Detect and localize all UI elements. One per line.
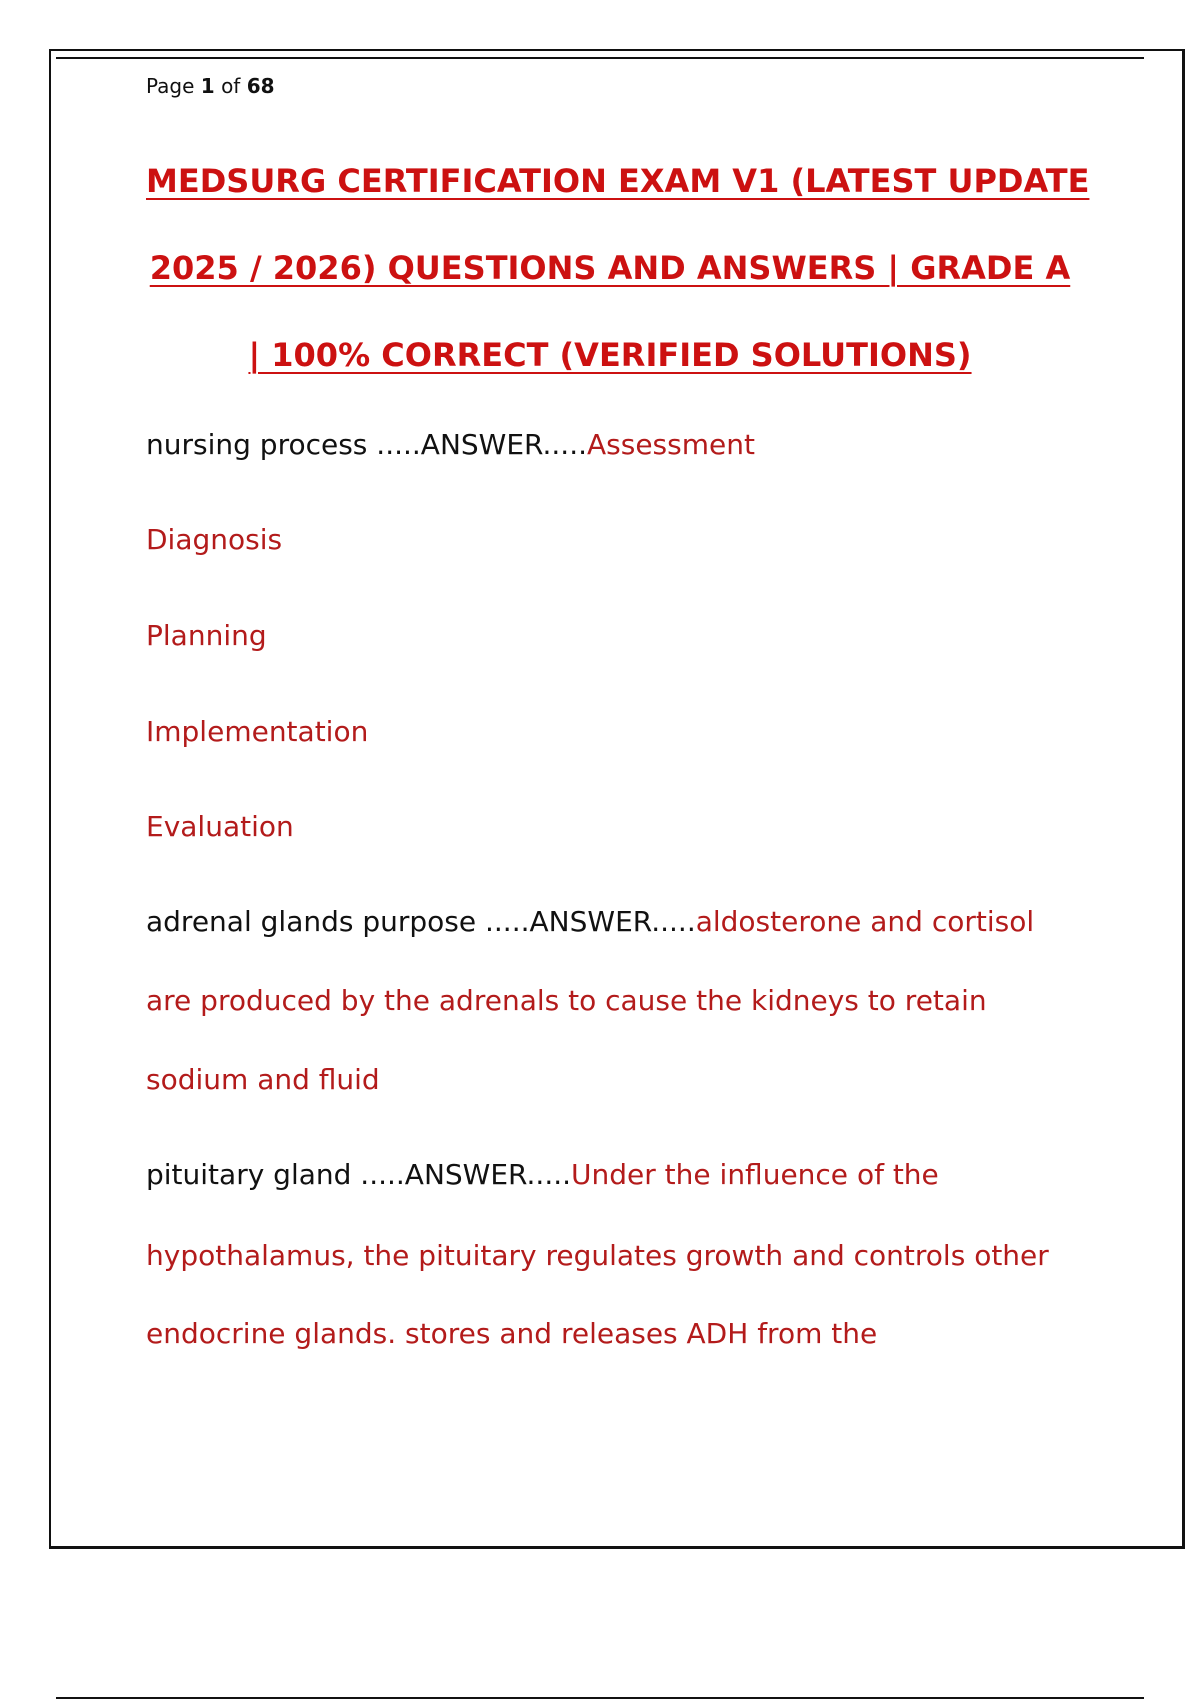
page-total: 68 — [246, 74, 275, 98]
title-line-2: 2025 / 2026) QUESTIONS AND ANSWERS | GRADE A — [149, 249, 1071, 287]
title-line-1: MEDSURG CERTIFICATION EXAM V1 (LATEST UPDATE — [146, 162, 1090, 200]
title-line-3: | 100% CORRECT (VERIFIED SOLUTIONS) — [248, 336, 972, 374]
page-current: 1 — [200, 74, 215, 98]
document-title — [146, 138, 1090, 399]
answer-text: aldosterone and cortisol — [695, 905, 1035, 938]
answer-line: hypothalamus, the pituitary regulates growth and controls other — [146, 1239, 1049, 1272]
bottom-rule — [56, 1697, 1144, 1699]
answer-line: Implementation — [146, 715, 369, 748]
qa-item-nursing-process — [146, 428, 755, 461]
answer-line: Diagnosis — [146, 523, 283, 556]
question-text: pituitary gland .....ANSWER..... — [146, 1158, 572, 1191]
question-text: adrenal glands purpose .....ANSWER..... — [146, 905, 696, 938]
page-number — [146, 74, 275, 98]
answer-text: Assessment — [587, 428, 755, 461]
answer-line: Evaluation — [146, 810, 294, 843]
page-label: Page — [146, 74, 195, 98]
answer-text: Under the influence of the — [571, 1158, 939, 1191]
question-text: nursing process .....ANSWER..... — [146, 428, 587, 461]
answer-line: Planning — [146, 619, 267, 652]
answer-line: sodium and fluid — [146, 1063, 380, 1096]
qa-item-adrenal-glands — [146, 905, 1034, 938]
answer-line: are produced by the adrenals to cause the kidneys to retain — [146, 984, 987, 1017]
answer-line: endocrine glands. stores and releases ADH from the — [146, 1317, 878, 1350]
page-of: of — [221, 74, 241, 98]
qa-item-pituitary-gland — [146, 1158, 939, 1191]
top-rule — [56, 57, 1144, 59]
